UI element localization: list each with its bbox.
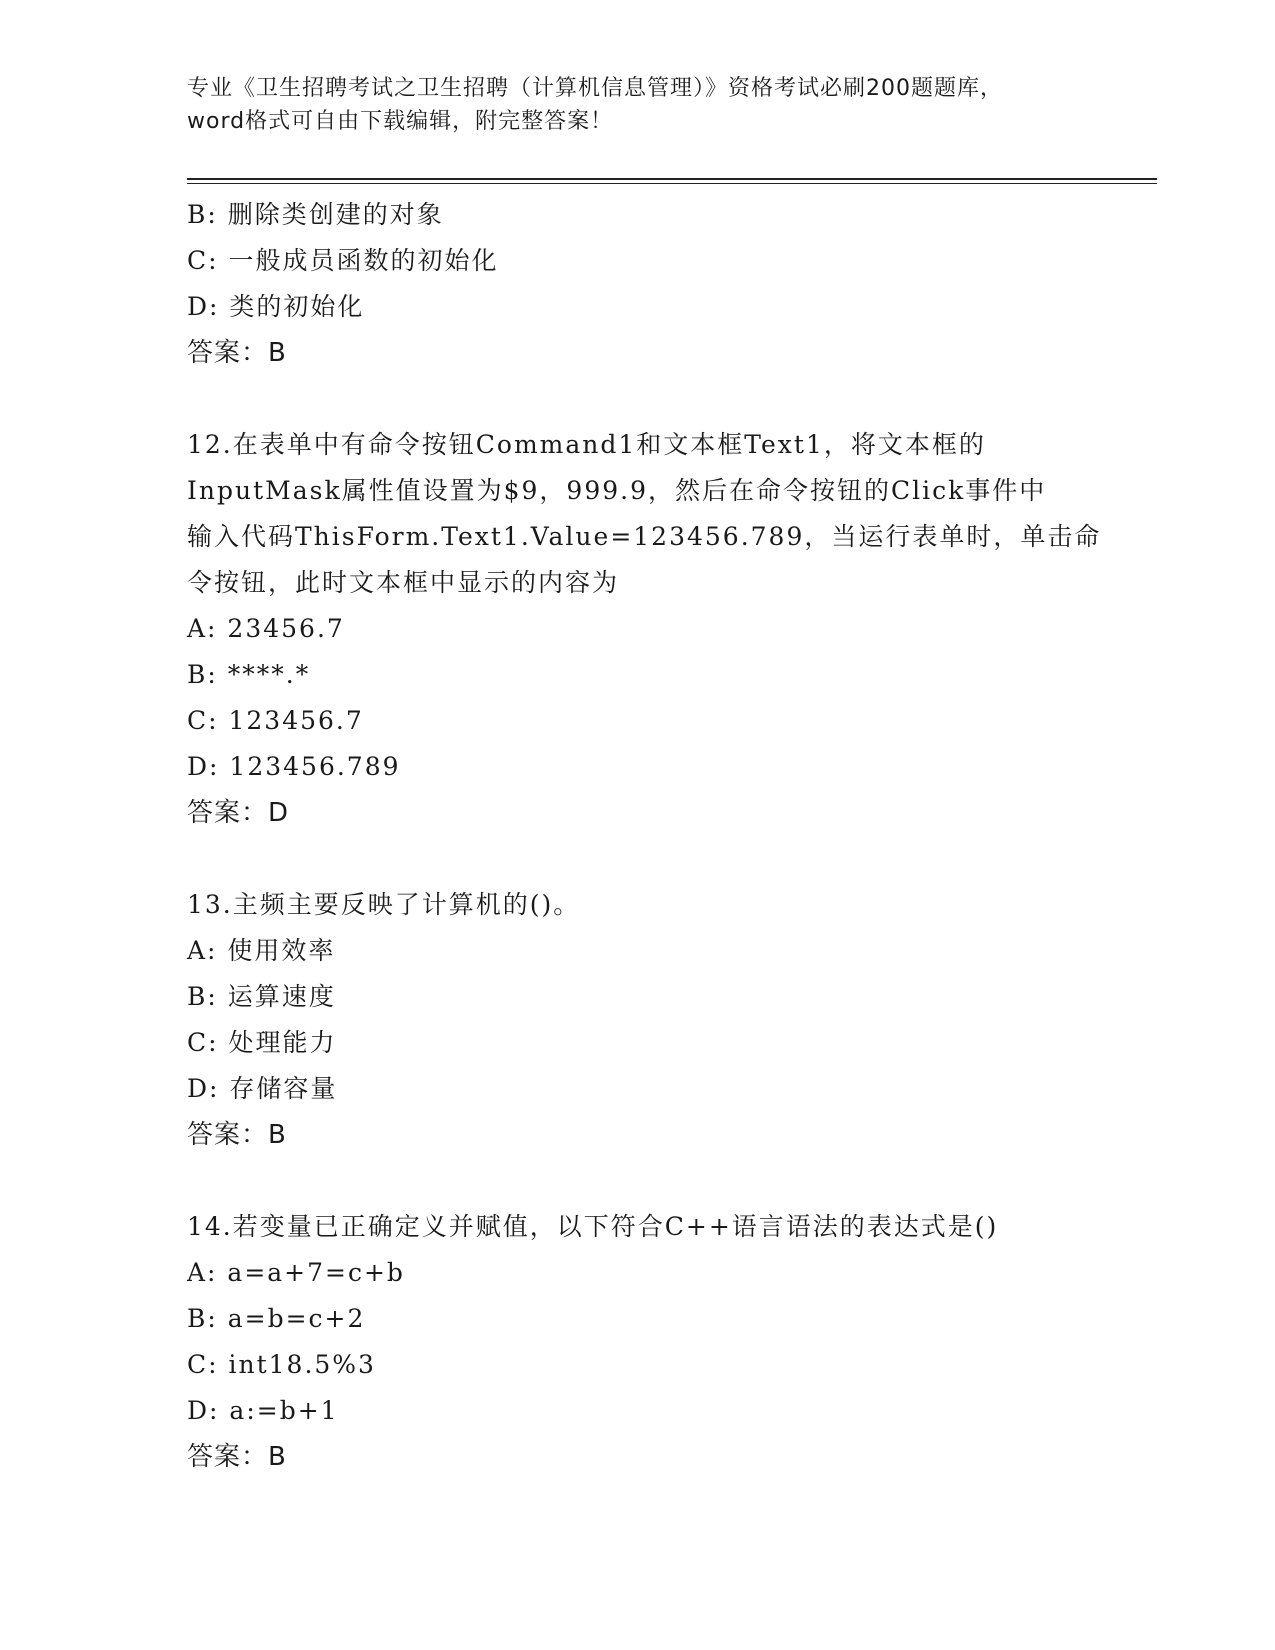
- question-list: [187, 192, 1102, 1480]
- header-line-2: word格式可自由下载编辑，附完整答案！: [187, 109, 614, 134]
- option-a: A: a=a+7=c+b: [187, 1258, 405, 1287]
- header-line-1: 专业《卫生招聘考试之卫生招聘（计算机信息管理）》资格考试必刷200题题库，: [187, 76, 1003, 101]
- option-a: A: 23456.7: [187, 614, 345, 643]
- question-11-partial: [187, 192, 1087, 376]
- answer-label: 答案：B: [187, 1442, 287, 1472]
- answer-label: 答案：B: [187, 1120, 287, 1150]
- spacer: [187, 376, 1087, 422]
- option-d: D: a:=b+1: [187, 1396, 339, 1425]
- question-stem-line: 14.若变量已正确定义并赋值，以下符合C++语言语法的表达式是(): [187, 1212, 999, 1241]
- question-stem-line: 输入代码ThisForm.Text1.Value=123456.789，当运行表单时，单击命: [187, 522, 1102, 551]
- question-stem-line: 12.在表单中有命令按钮Command1和文本框Text1，将文本框的: [187, 430, 986, 459]
- question-stem-line: 13.主频主要反映了计算机的()。: [187, 890, 581, 919]
- option-b: B: a=b=c+2: [187, 1304, 366, 1333]
- spacer: [187, 836, 1087, 882]
- option-c: C: 一般成员函数的初始化: [187, 246, 499, 275]
- option-a: A: 使用效率: [187, 936, 336, 965]
- option-b: B: 删除类创建的对象: [187, 200, 444, 229]
- option-c: C: 处理能力: [187, 1028, 337, 1057]
- option-c: C: int18.5%3: [187, 1350, 376, 1379]
- option-d: D: 123456.789: [187, 752, 401, 781]
- answer-label: 答案：B: [187, 338, 287, 368]
- option-c: C: 123456.7: [187, 706, 364, 735]
- document-header: [187, 72, 1087, 138]
- option-b: B: 运算速度: [187, 982, 336, 1011]
- question-13: [187, 882, 1087, 1158]
- option-b: B: ****.*: [187, 660, 311, 689]
- header-divider-bottom: [187, 183, 1157, 184]
- option-d: D: 类的初始化: [187, 292, 365, 321]
- question-stem-line: InputMask属性值设置为$9，999.9，然后在命令按钮的Click事件中: [187, 476, 1047, 505]
- question-stem-line: 令按钮，此时文本框中显示的内容为: [187, 568, 620, 597]
- spacer: [187, 1158, 1087, 1204]
- option-d: D: 存储容量: [187, 1074, 338, 1103]
- answer-label: 答案：D: [187, 798, 290, 828]
- header-divider-top: [187, 178, 1157, 180]
- question-14: [187, 1204, 1087, 1480]
- question-12: [187, 422, 1102, 836]
